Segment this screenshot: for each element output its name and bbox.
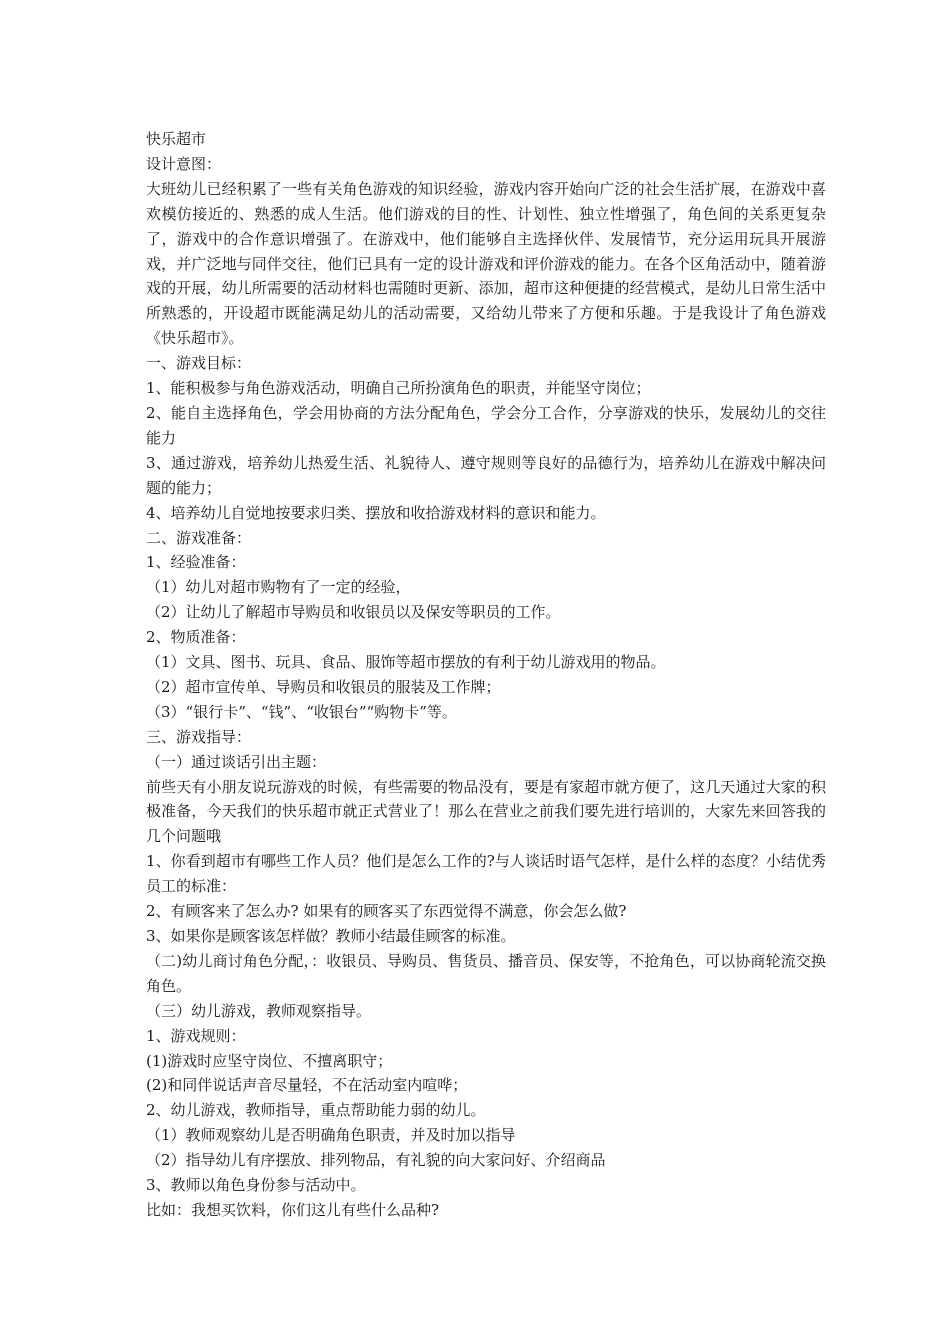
prep-heading-experience: 1、经验准备：: [146, 553, 246, 572]
rules-heading: 1、游戏规则：: [146, 1026, 246, 1045]
rule-item-2: (2)和同伴说话声音尽量轻，不在活动室内喧哗；: [146, 1076, 468, 1095]
section-heading-guidance: 三、游戏指导：: [146, 727, 252, 746]
prep-materials-item-2: （2）超市宣传单、导购员和收银员的服装及工作牌；: [146, 677, 501, 696]
guidance-heading-3: （三）幼儿游戏，教师观察指导。: [146, 1001, 372, 1020]
example-line: 比如：我想买饮料，你们这儿有些什么品种?: [146, 1200, 440, 1219]
prep-heading-materials: 2、物质准备：: [146, 628, 246, 647]
prep-experience-item-2: （2）让幼儿了解超市导购员和收银员以及保安等职员的工作。: [146, 603, 561, 622]
question-item-3: 3、如果你是顾客该怎样做？教师小结最佳顾客的标准。: [146, 927, 516, 945]
section-heading-preparation: 二、游戏准备：: [146, 528, 252, 547]
document-body: [146, 127, 826, 1223]
teacher-role-heading: 3、教师以角色身份参与活动中。: [146, 1176, 366, 1195]
paragraph-design-intent: 大班幼儿已经积累了一些有关角色游戏的知识经验，游戏内容开始向广泛的社会生活扩展，在游戏中喜欢模仿接近的、熟悉的成人生活。他们游戏的目的性、计划性、独立性增强了，角色间的关系更复杂了，游戏中的合作意识增强了。在游戏中，他们能够自主选择伙伴、发展情节，充分运用玩具开展游戏，并广泛地与同伴交往，他们已具有一定的设计游戏和评价游戏的能力。在各个区角活动中，随着游戏的开展，幼儿所需要的活动材料也需随时更新、添加，超市这种便捷的经营模式，是幼儿日常生活中所熟悉的，开设超市既能满足幼儿的活动需要，又给幼儿带来了方便和乐趣。于是我设计了角色游戏《快乐超市》。: [146, 179, 826, 348]
goal-item-3: 3、通过游戏，培养幼儿热爱生活、礼貌待人、遵守规则等良好的品德行为，培养幼儿在游戏中解决问题的能力；: [146, 453, 826, 497]
rule-item-1: (1)游戏时应坚守岗位、不擅离职守；: [146, 1051, 393, 1070]
prep-experience-item-1: （1）幼儿对超市购物有了一定的经验，: [146, 578, 411, 597]
section-heading-goals: 一、游戏目标：: [146, 354, 252, 373]
guidance-heading-1: （一）通过谈话引出主题：: [146, 752, 327, 771]
paragraph-guidance-intro: 前些天有小朋友说玩游戏的时候，有些需要的物品没有，要是有家超市就方便了，这几天通过大家的积极准备，今天我们的快乐超市就正式营业了！那么在营业之前我们要先进行培训的，大家先来回答我的几个问题哦: [146, 777, 826, 846]
goal-item-1: 1、能积极参与角色游戏活动，明确自己所扮演角色的职责，并能坚守岗位；: [146, 379, 651, 398]
play-item-2: （2）指导幼儿有序摆放、排列物品，有礼貌的向大家问好、介绍商品: [146, 1151, 606, 1170]
section-heading-design-intent: 设计意图：: [146, 154, 222, 173]
prep-materials-item-1: （1）文具、图书、玩具、食品、服饰等超市摆放的有利于幼儿游戏用的物品。: [146, 653, 666, 672]
document-title: 快乐超市: [146, 130, 207, 148]
goal-item-2: 2、能自主选择角色，学会用协商的方法分配角色，学会分工合作，分享游戏的快乐，发展幼儿的交往能力: [146, 403, 826, 447]
prep-materials-item-3: （3）“银行卡”、“钱”、“收银台”“购物卡”等。: [146, 702, 457, 721]
question-item-2: 2、有顾客来了怎么办? 如果有的顾客买了东西觉得不满意，你会怎么做?: [146, 902, 627, 921]
question-item-1: 1、你看到超市有哪些工作人员？他们是怎么工作的?与人谈话时语气怎样，是什么样的态度？小结优秀员工的标准：: [146, 852, 826, 896]
goal-item-4: 4、培养幼儿自觉地按要求归类、摆放和收拾游戏材料的意识和能力。: [146, 503, 606, 522]
guidance-heading-2: （二)幼儿商讨角色分配，：收银员、导购员、售货员、播音员、保安等，不抢角色，可以协商轮流交换角色。: [146, 951, 826, 995]
play-heading: 2、幼儿游戏，教师指导，重点帮助能力弱的幼儿。: [146, 1101, 486, 1120]
play-item-1: （1）教师观察幼儿是否明确角色职责，并及时加以指导: [146, 1126, 516, 1145]
